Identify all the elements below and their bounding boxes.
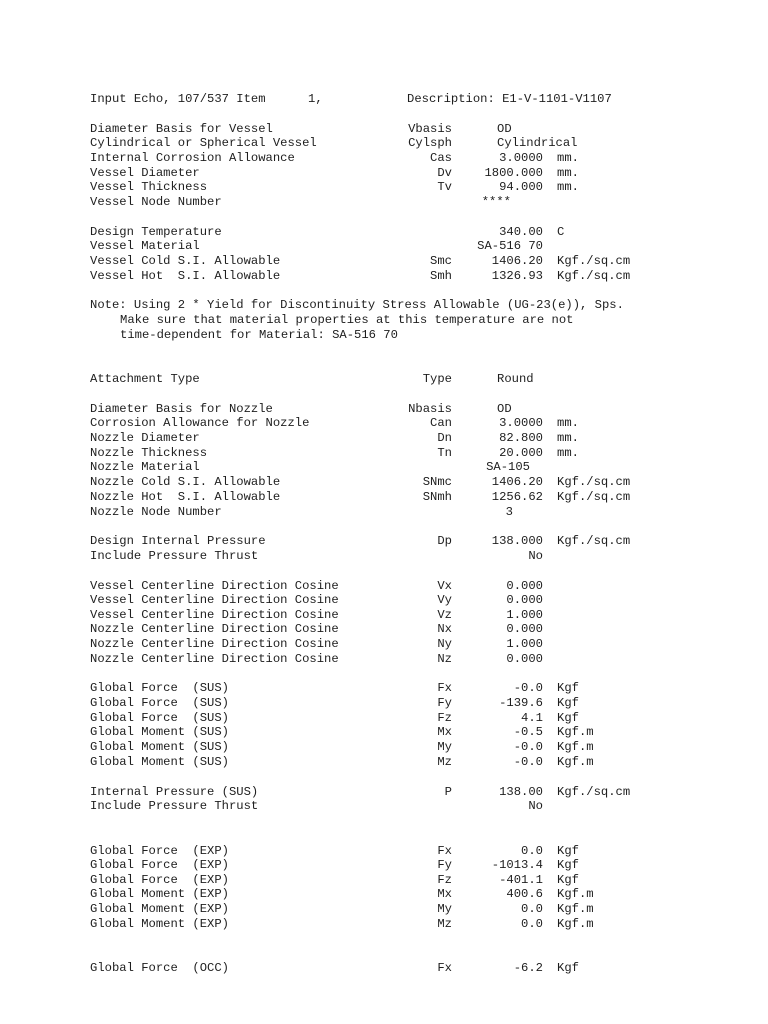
row-label: Attachment Type (90, 372, 200, 386)
row-value: 0.0 (521, 917, 543, 931)
row-symbol: Fx (437, 681, 452, 695)
row-value: -0.5 (513, 725, 543, 739)
row-symbol: P (444, 785, 452, 799)
table-row (0, 725, 768, 740)
row-unit: mm. (557, 416, 579, 430)
table-row (0, 549, 768, 564)
row-value: No (528, 799, 543, 813)
row-unit: mm. (557, 446, 579, 460)
row-unit: Kgf (557, 681, 579, 695)
row-symbol: Fz (437, 711, 452, 725)
row-symbol: Type (422, 372, 452, 386)
row-unit: mm. (557, 431, 579, 445)
row-label: Design Temperature (90, 225, 222, 239)
row-value: -139.6 (499, 696, 543, 710)
row-label: Nozzle Centerline Direction Cosine (90, 637, 339, 651)
row-symbol: Mx (437, 725, 452, 739)
row-label: Design Internal Pressure (90, 534, 266, 548)
table-row (0, 166, 768, 181)
table-row (0, 122, 768, 137)
row-label: Global Moment (SUS) (90, 755, 229, 769)
row-label: Internal Pressure (SUS) (90, 785, 259, 799)
row-value: 1.000 (506, 637, 543, 651)
row-unit: Kgf./sq.cm (557, 490, 631, 504)
table-row (0, 579, 768, 594)
row-label: Global Force (SUS) (90, 681, 229, 695)
row-label: Corrosion Allowance for Nozzle (90, 416, 310, 430)
table-row (0, 505, 768, 520)
row-label: Global Force (OCC) (90, 961, 229, 975)
row-value: 138.000 (491, 534, 543, 548)
row-symbol: Nbasis (408, 402, 452, 416)
table-row (0, 136, 768, 151)
row-value: OD (497, 122, 512, 136)
row-symbol: Dv (437, 166, 452, 180)
row-value: **** (481, 195, 511, 209)
row-unit: mm. (557, 151, 579, 165)
table-row (0, 416, 768, 431)
item-number: 1, (308, 92, 323, 106)
row-label: Global Force (EXP) (90, 858, 229, 872)
row-value: -6.2 (513, 961, 543, 975)
table-row (0, 534, 768, 549)
row-label: Nozzle Thickness (90, 446, 208, 460)
row-unit: Kgf.m (557, 902, 594, 916)
row-value: 340.00 (499, 225, 543, 239)
row-unit: Kgf.m (557, 917, 594, 931)
row-value: 0.0 (521, 902, 543, 916)
table-row (0, 785, 768, 800)
row-value: -0.0 (513, 740, 543, 754)
row-symbol: Nz (437, 652, 452, 666)
table-row (0, 917, 768, 932)
row-symbol: Tv (437, 180, 452, 194)
table-row (0, 475, 768, 490)
row-value: Round (497, 372, 534, 386)
row-value: -401.1 (499, 873, 543, 887)
row-label: Global Force (SUS) (90, 696, 229, 710)
row-symbol: Mz (437, 755, 452, 769)
table-row (0, 239, 768, 254)
row-value: 0.000 (506, 593, 543, 607)
row-value: 1326.93 (491, 269, 543, 283)
table-row (0, 681, 768, 696)
note-text: Make sure that material properties at this temperature are not (120, 313, 574, 327)
table-row (0, 873, 768, 888)
report-header (0, 92, 768, 107)
row-value: 4.1 (521, 711, 543, 725)
row-value: -0.0 (513, 681, 543, 695)
row-value: 0.0 (521, 844, 543, 858)
row-value: 82.800 (499, 431, 543, 445)
row-value: SA-105 (486, 460, 530, 474)
note-text: Note: Using 2 * Yield for Discontinuity Stress Allowable (UG-23(e)), Sps. (90, 298, 624, 312)
row-unit: Kgf./sq.cm (557, 785, 631, 799)
row-label: Global Force (SUS) (90, 711, 229, 725)
row-label: Global Moment (EXP) (90, 887, 229, 901)
row-symbol: Smc (430, 254, 452, 268)
row-value: Cylindrical (497, 136, 578, 150)
row-label: Cylindrical or Spherical Vessel (90, 136, 317, 150)
table-row (0, 372, 768, 387)
row-unit: Kgf.m (557, 755, 594, 769)
table-row (0, 858, 768, 873)
row-value: 400.6 (506, 887, 543, 901)
table-row (0, 799, 768, 814)
row-unit: Kgf (557, 711, 579, 725)
row-symbol: Mz (437, 917, 452, 931)
row-symbol: Tn (437, 446, 452, 460)
row-symbol: Vy (437, 593, 452, 607)
report-description: Description: E1-V-1101-V1107 (407, 92, 612, 106)
row-symbol: SNmh (422, 490, 452, 504)
row-label: Nozzle Cold S.I. Allowable (90, 475, 281, 489)
row-symbol: Vx (437, 579, 452, 593)
table-row (0, 961, 768, 976)
row-symbol: Fx (437, 844, 452, 858)
table-row (0, 844, 768, 859)
table-row (0, 225, 768, 240)
row-symbol: Smh (430, 269, 452, 283)
table-row (0, 490, 768, 505)
note-line (0, 313, 768, 328)
table-row (0, 740, 768, 755)
row-value: 20.000 (499, 446, 543, 460)
row-symbol: Dp (437, 534, 452, 548)
row-value: 0.000 (506, 579, 543, 593)
row-unit: Kgf.m (557, 725, 594, 739)
row-label: Vessel Thickness (90, 180, 208, 194)
table-row (0, 696, 768, 711)
row-symbol: Vz (437, 608, 452, 622)
row-value: 1800.000 (484, 166, 543, 180)
table-row (0, 460, 768, 475)
row-label: Global Moment (SUS) (90, 740, 229, 754)
row-value: 1406.20 (491, 254, 543, 268)
row-value: 1406.20 (491, 475, 543, 489)
table-row (0, 593, 768, 608)
row-unit: C (557, 225, 565, 239)
row-symbol: Ny (437, 637, 452, 651)
table-row (0, 902, 768, 917)
row-symbol: Vbasis (408, 122, 452, 136)
row-symbol: My (437, 902, 452, 916)
row-value: 94.000 (499, 180, 543, 194)
table-row (0, 622, 768, 637)
row-unit: Kgf (557, 961, 579, 975)
table-row (0, 711, 768, 726)
row-value: 138.00 (499, 785, 543, 799)
row-label: Vessel Centerline Direction Cosine (90, 593, 339, 607)
row-symbol: Fx (437, 961, 452, 975)
table-row (0, 446, 768, 461)
table-row (0, 755, 768, 770)
row-symbol: Cas (430, 151, 452, 165)
table-row (0, 887, 768, 902)
note-line (0, 298, 768, 313)
row-value: -1013.4 (491, 858, 543, 872)
row-label: Include Pressure Thrust (90, 549, 259, 563)
row-value: 0.000 (506, 622, 543, 636)
note-text: time-dependent for Material: SA-516 70 (120, 328, 398, 342)
row-label: Global Force (EXP) (90, 873, 229, 887)
row-label: Internal Corrosion Allowance (90, 151, 295, 165)
row-label: Vessel Centerline Direction Cosine (90, 608, 339, 622)
table-row (0, 652, 768, 667)
row-unit: Kgf./sq.cm (557, 475, 631, 489)
row-unit: mm. (557, 166, 579, 180)
row-value: 3 (505, 505, 513, 519)
row-symbol: Cylsph (408, 136, 452, 150)
row-label: Vessel Diameter (90, 166, 200, 180)
row-value: 1256.62 (491, 490, 543, 504)
row-value: 3.0000 (499, 416, 543, 430)
row-label: Vessel Hot S.I. Allowable (90, 269, 281, 283)
row-label: Global Moment (SUS) (90, 725, 229, 739)
table-row (0, 180, 768, 195)
row-label: Diameter Basis for Vessel (90, 122, 273, 136)
row-label: Global Force (EXP) (90, 844, 229, 858)
row-value: 0.000 (506, 652, 543, 666)
row-label: Nozzle Hot S.I. Allowable (90, 490, 281, 504)
row-unit: Kgf./sq.cm (557, 269, 631, 283)
report-title: Input Echo, 107/537 Item (90, 92, 266, 106)
row-label: Global Moment (EXP) (90, 902, 229, 916)
table-row (0, 254, 768, 269)
note-line (0, 328, 768, 343)
row-symbol: Fy (437, 858, 452, 872)
row-label: Nozzle Diameter (90, 431, 200, 445)
row-unit: Kgf (557, 844, 579, 858)
row-label: Nozzle Node Number (90, 505, 222, 519)
table-row (0, 151, 768, 166)
row-value: 1.000 (506, 608, 543, 622)
table-row (0, 269, 768, 284)
row-symbol: My (437, 740, 452, 754)
row-value: 3.0000 (499, 151, 543, 165)
row-unit: Kgf (557, 873, 579, 887)
table-row (0, 431, 768, 446)
row-symbol: Can (430, 416, 452, 430)
table-row (0, 402, 768, 417)
row-symbol: Nx (437, 622, 452, 636)
row-label: Vessel Material (90, 239, 200, 253)
row-value: -0.0 (513, 755, 543, 769)
row-label: Include Pressure Thrust (90, 799, 259, 813)
row-unit: Kgf (557, 858, 579, 872)
table-row (0, 195, 768, 210)
table-row (0, 637, 768, 652)
row-unit: Kgf (557, 696, 579, 710)
table-row (0, 608, 768, 623)
row-unit: mm. (557, 180, 579, 194)
row-symbol: Mx (437, 887, 452, 901)
row-value: No (528, 549, 543, 563)
row-symbol: SNmc (422, 475, 452, 489)
row-label: Vessel Node Number (90, 195, 222, 209)
row-unit: Kgf.m (557, 887, 594, 901)
row-symbol: Dn (437, 431, 452, 445)
row-symbol: Fz (437, 873, 452, 887)
row-label: Global Moment (EXP) (90, 917, 229, 931)
row-label: Diameter Basis for Nozzle (90, 402, 273, 416)
row-label: Nozzle Centerline Direction Cosine (90, 652, 339, 666)
row-value: SA-516 70 (477, 239, 543, 253)
row-symbol: Fy (437, 696, 452, 710)
row-unit: Kgf.m (557, 740, 594, 754)
row-unit: Kgf./sq.cm (557, 254, 631, 268)
row-value: OD (497, 402, 512, 416)
row-label: Nozzle Centerline Direction Cosine (90, 622, 339, 636)
row-label: Nozzle Material (90, 460, 200, 474)
row-label: Vessel Cold S.I. Allowable (90, 254, 281, 268)
row-label: Vessel Centerline Direction Cosine (90, 579, 339, 593)
row-unit: Kgf./sq.cm (557, 534, 631, 548)
